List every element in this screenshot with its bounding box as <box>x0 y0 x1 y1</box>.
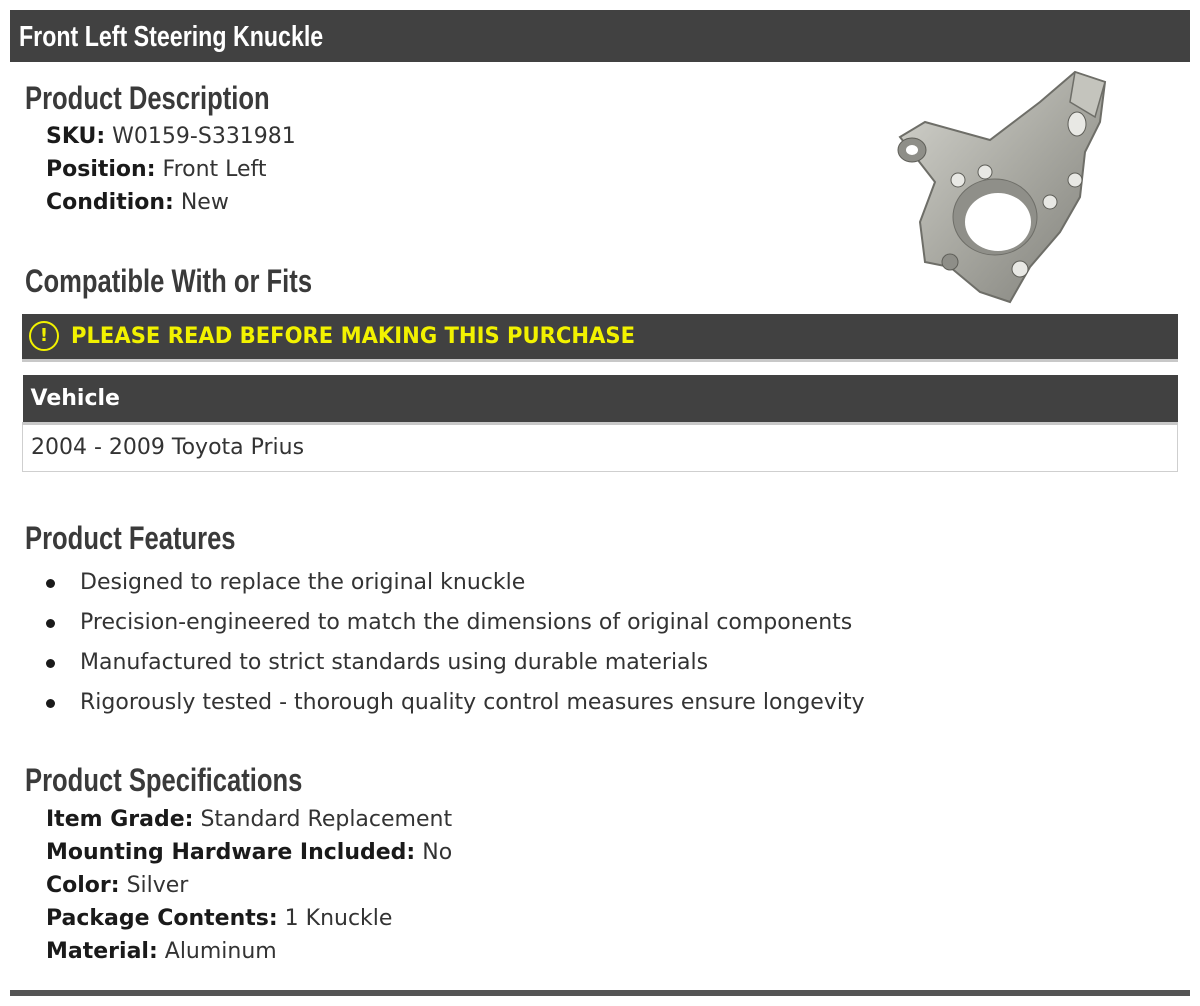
sku-value: W0159-S331981 <box>112 124 296 149</box>
vehicle-cell: 2004 - 2009 Toyota Prius <box>23 423 1178 471</box>
list-item: Manufactured to strict standards using durable materials <box>40 643 865 683</box>
list-item: Designed to replace the original knuckle <box>40 563 865 603</box>
condition-label: Condition: <box>46 190 174 215</box>
position-label: Position: <box>46 157 156 182</box>
vehicle-column-header: Vehicle <box>23 375 1178 423</box>
steering-knuckle-image <box>880 62 1130 307</box>
features-list <box>40 563 865 723</box>
spec-row-item-grade <box>46 803 452 836</box>
spec-row-mounting-hardware <box>46 836 452 869</box>
spec-row-position <box>46 153 267 186</box>
item-grade-label: Item Grade: <box>46 807 194 832</box>
package-contents-label: Package Contents: <box>46 906 278 931</box>
spec-row-condition <box>46 186 229 219</box>
features-heading: Product Features <box>25 520 236 556</box>
table-row <box>23 423 1178 471</box>
mounting-hardware-label: Mounting Hardware Included: <box>46 840 416 865</box>
title-bar <box>10 10 1190 62</box>
description-heading: Product Description <box>25 80 270 116</box>
specifications-heading: Product Specifications <box>25 762 303 798</box>
position-value: Front Left <box>162 157 267 182</box>
color-value: Silver <box>126 873 189 898</box>
compatibility-heading: Compatible With or Fits <box>25 263 313 299</box>
color-label: Color: <box>46 873 120 898</box>
spec-row-color <box>46 869 188 902</box>
material-value: Aluminum <box>164 939 277 964</box>
purchase-warning-text: PLEASE READ BEFORE MAKING THIS PURCHASE <box>71 324 636 349</box>
vehicle-table <box>22 375 1178 472</box>
mounting-hardware-value: No <box>422 840 453 865</box>
purchase-warning-bar[interactable] <box>22 314 1178 362</box>
spec-row-material <box>46 935 277 968</box>
exclamation-circle-icon: ! <box>29 321 59 351</box>
page-title: Front Left Steering Knuckle <box>19 21 324 53</box>
spec-row-sku <box>46 120 296 153</box>
spec-row-package-contents <box>46 902 392 935</box>
list-item: Rigorously tested - thorough quality control measures ensure longevity <box>40 683 865 723</box>
sku-label: SKU: <box>46 124 106 149</box>
condition-value: New <box>180 190 229 215</box>
table-header-row <box>23 375 1178 423</box>
material-label: Material: <box>46 939 158 964</box>
list-item: Precision-engineered to match the dimensions of original components <box>40 603 865 643</box>
bottom-divider <box>10 990 1190 996</box>
item-grade-value: Standard Replacement <box>200 807 453 832</box>
package-contents-value: 1 Knuckle <box>284 906 393 931</box>
